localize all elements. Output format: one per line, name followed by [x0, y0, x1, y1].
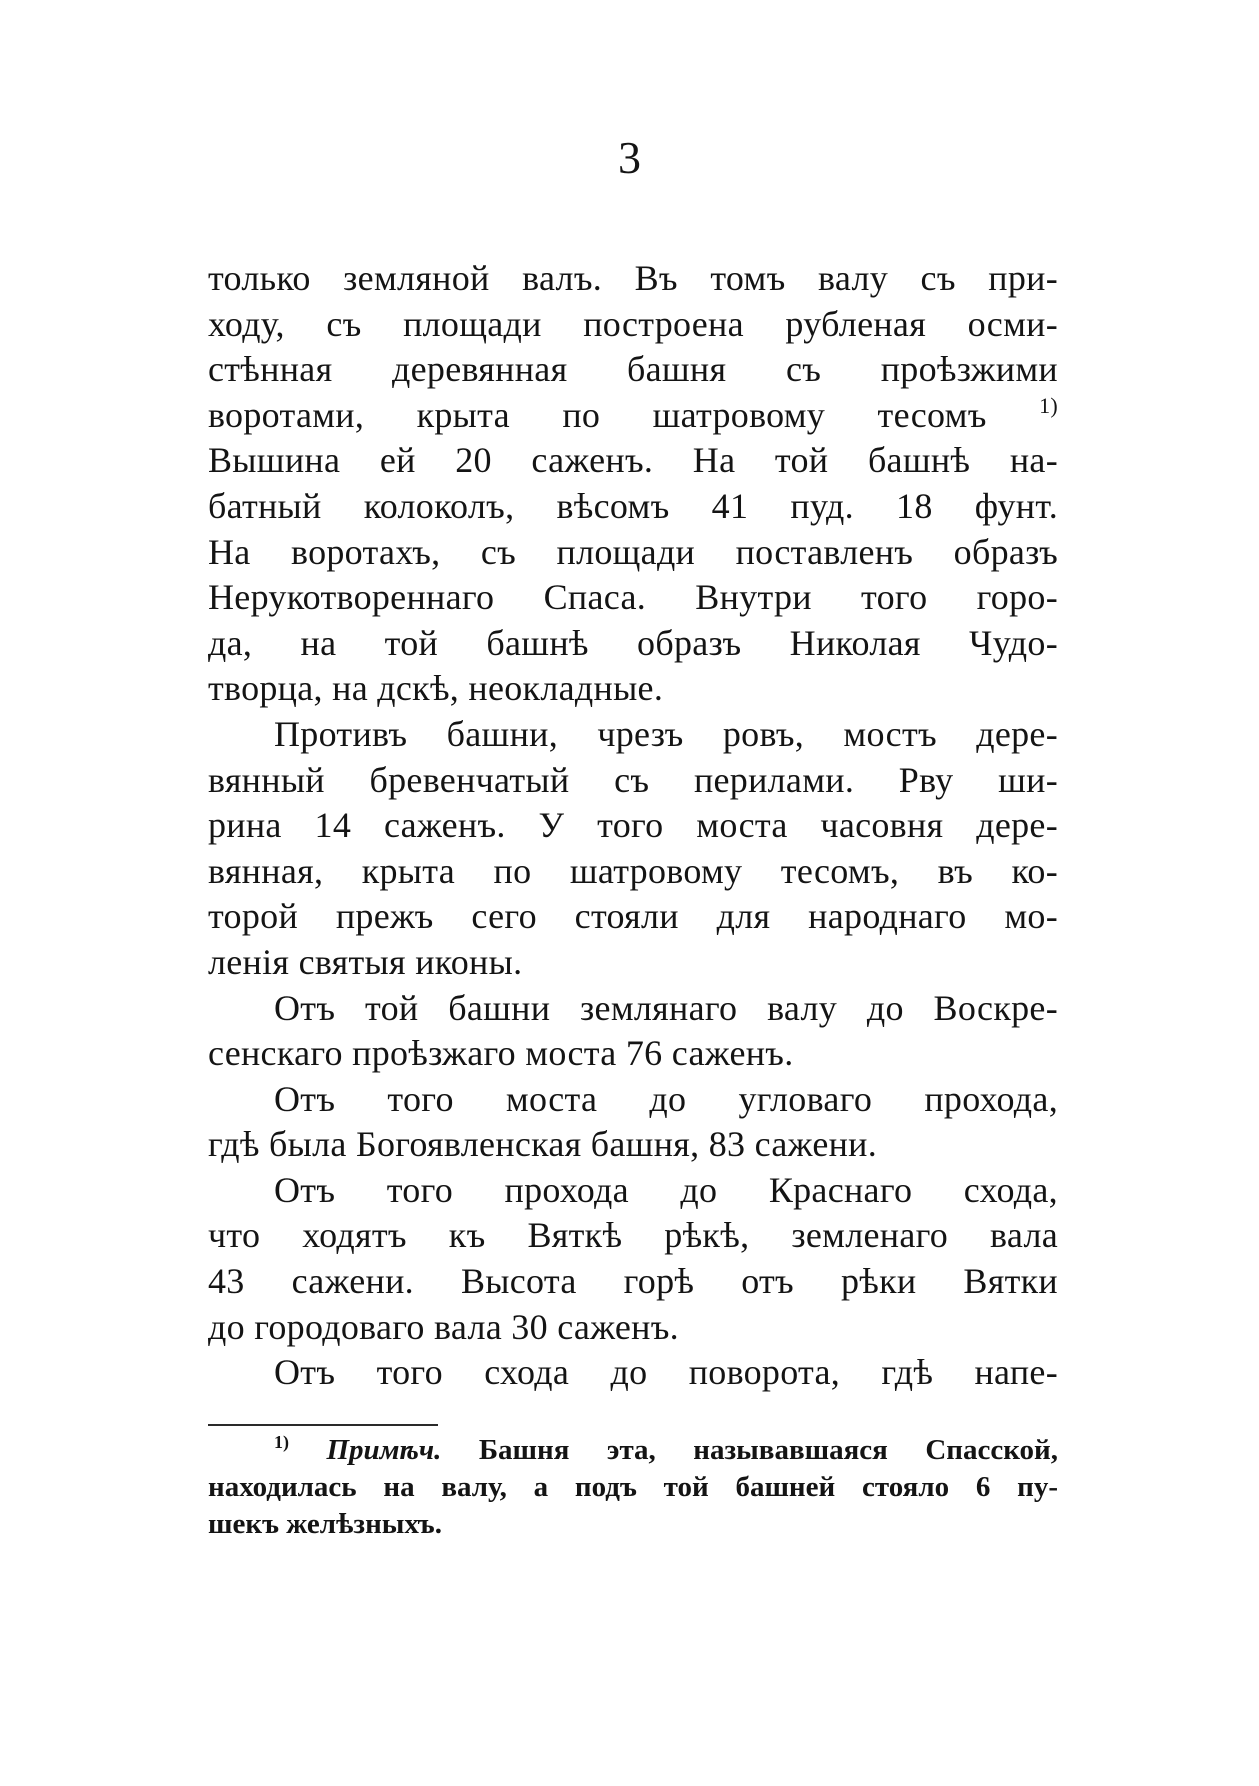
footnote — [208, 1432, 1058, 1543]
text-line: 43 сажени. Высота горѣ отъ рѣки Вятки — [208, 1261, 1058, 1302]
footnote-text: Башня эта, называвшаяся Спасской, — [478, 1434, 1059, 1466]
text-line: торой прежъ сего стояли для народнаго мо- — [208, 896, 1058, 937]
text-line: вянный бревенчатый съ перилами. Рву ши- — [208, 759, 1058, 800]
footnote-marker: 1) — [274, 1432, 289, 1452]
text-line: На воротахъ, съ площади поставленъ образъ — [208, 531, 1058, 572]
text-line: сенскаго проѣзжаго моста 76 саженъ. — [208, 1033, 794, 1074]
footnote-label: Примѣч. — [326, 1434, 442, 1466]
text-line: да, на той башнѣ образъ Николая Чудо- — [208, 622, 1058, 663]
footnote-line — [208, 1432, 1058, 1469]
text-line: только земляной валъ. Въ томъ валу съ при- — [208, 258, 1058, 298]
text-line: гдѣ была Богоявленская башня, 83 сажени. — [208, 1124, 878, 1165]
footnote-line: шекъ желѣзныхъ. — [208, 1508, 442, 1540]
text-line: рина 14 саженъ. У того моста часовня дере- — [208, 805, 1058, 846]
text-line-with-footnote-ref — [208, 393, 1058, 439]
text-line: ходу, съ площади построена рубленая осми- — [208, 303, 1058, 344]
text-line: батный колоколъ, вѣсомъ 41 пуд. 18 фунт. — [208, 485, 1058, 526]
text-line: Отъ того моста до угловаго прохода, — [274, 1078, 1058, 1119]
text-line: Вышина ей 20 саженъ. На той башнѣ на- — [208, 440, 1058, 481]
text-line: Нерукотвореннаго Спаса. Внутри того горо- — [208, 577, 1058, 618]
text-line: творца, на дскѣ, неокладные. — [208, 668, 664, 709]
text-line-content: воротами, крыта по шатровому тесомъ — [208, 394, 987, 435]
body-text — [208, 256, 1058, 1396]
text-line: Отъ того прохода до Краснаго схода, — [274, 1169, 1058, 1210]
text-line: Противъ башни, чрезъ ровъ, мостъ дере- — [274, 713, 1058, 754]
footnote-divider — [208, 1424, 438, 1426]
text-line: стѣнная деревянная башня съ проѣзжими — [208, 349, 1058, 390]
page-number: 3 — [618, 132, 641, 183]
text-line: вянная, крыта по шатровому тесомъ, въ ко- — [208, 850, 1058, 891]
text-line: Отъ той башни землянаго валу до Воскре- — [274, 987, 1058, 1028]
footnote-reference[interactable]: 1) — [1039, 392, 1058, 418]
footnote-line: находилась на валу, а подъ той башней стояло 6 пу- — [208, 1471, 1058, 1503]
text-line: ленія святыя иконы. — [208, 941, 523, 982]
text-line: что ходятъ къ Вяткѣ рѣкѣ, земленаго вала — [208, 1215, 1058, 1256]
text-line: Отъ того схода до поворота, гдѣ напе- — [274, 1352, 1058, 1393]
text-line: до городоваго вала 30 саженъ. — [208, 1306, 679, 1347]
